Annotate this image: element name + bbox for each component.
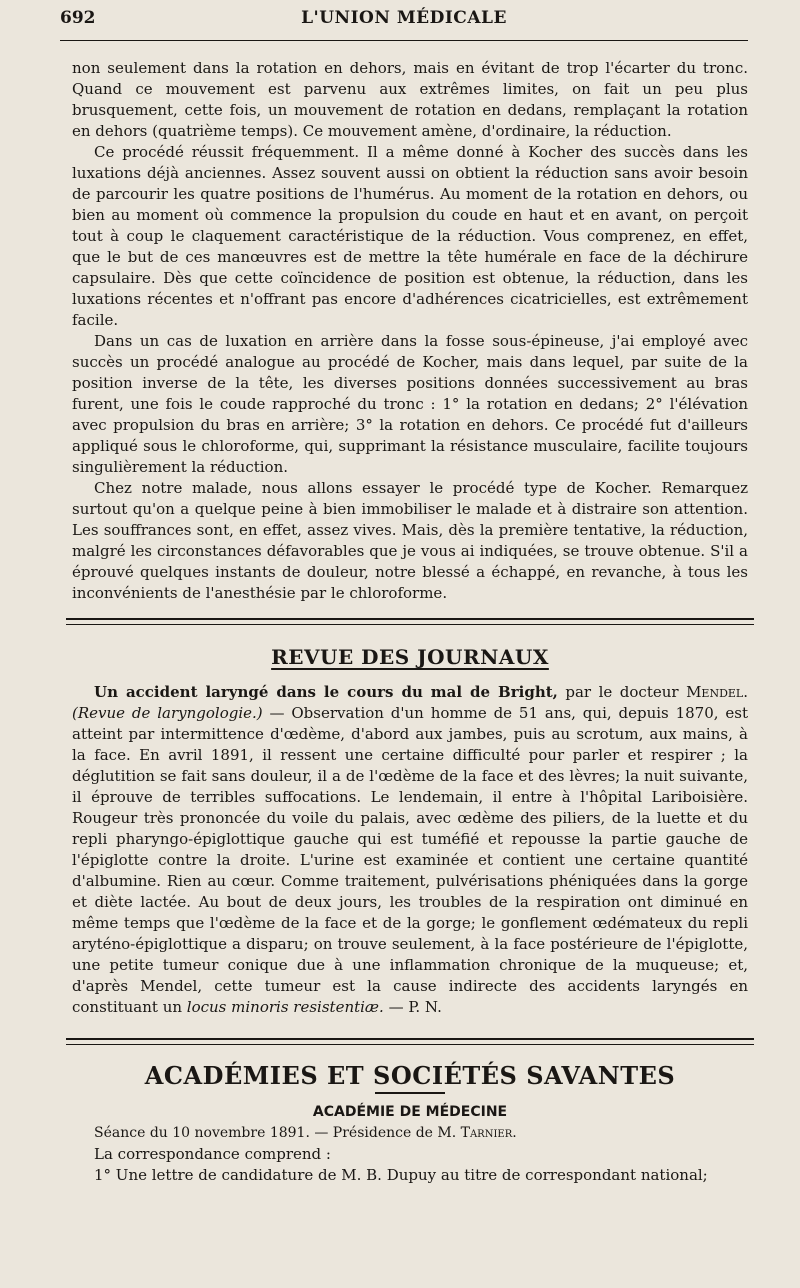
section-divider: [66, 618, 754, 625]
journal-title: L'UNION MÉDICALE: [301, 8, 507, 28]
page-body: [72, 58, 748, 1186]
seance-line: [72, 1123, 748, 1144]
byline-prefix: par le docteur: [557, 683, 687, 701]
section-divider: [66, 1038, 754, 1045]
article-title: Un accident laryngé dans le cours du mal de Bright,: [94, 683, 558, 701]
page-number: 692: [60, 8, 96, 28]
revue-section-title: REVUE DES JOURNAUX: [271, 645, 549, 669]
seance-text: Séance du 10 novembre 1891. — Présidence de M.: [94, 1125, 461, 1141]
correspondance-intro: La correspondance comprend :: [94, 1145, 331, 1163]
paragraph: Ce procédé réussit fréquemment. Il a même donné à Kocher des succès dans les luxations déjà anciennes. Assez souvent aussi on obtient la réduction sans avoir besoin de parcourir les quatre positions de l'humérus. Au moment de la rotation en dehors, ou bien au moment où commence la propulsion du coude en haut et en avant, on perçoit tout à coup le claquement caractéristique de la réduction. Vous comprenez, en effet, que le but de ces manœuvres est de mettre la tête humérale en face de la déchirure capsulaire. Dès que cette coïncidence de position est obtenue, la réduction, dans les luxations récentes et n'offrant pas encore d'adhérences cicatricielles, est extrêmement facile.: [72, 143, 748, 329]
article-author: Mendel.: [686, 683, 748, 701]
header-rule: [60, 40, 748, 41]
latin-phrase: locus minoris resistentiæ.: [186, 998, 384, 1016]
academy-subtitle: ACADÉMIE DE MÉDECINE: [312, 1104, 508, 1120]
article-signature: — P. N.: [383, 998, 442, 1016]
revue-article: [72, 682, 748, 1018]
article-source: (Revue de laryngologie.): [72, 704, 263, 722]
president-name: Tarnier.: [460, 1125, 517, 1141]
running-head: [60, 6, 748, 34]
paragraph: Dans un cas de luxation en arrière dans la fosse sous-épineuse, j'ai employé avec succès un procédé analogue au procédé de Kocher, mais dans lequel, par suite de la position inverse de la tête, les diverses positions données successivement au bras furent, une fois le coude rapproché du tronc : 1° la rotation en dedans; 2° l'élévation avec propulsion du bras en arrière; 3° la rotation en dehors. Ce procédé fut d'ailleurs appliqué sous le chloroforme, qui, supprimant la résistance musculaire, facilite toujours singulièrement la réduction.: [72, 332, 748, 476]
correspondance-item: 1° Une lettre de candidature de M. B. Dupuy au titre de correspondant national;: [94, 1166, 708, 1184]
paragraph: non seulement dans la rotation en dehors, mais en évitant de trop l'écarter du tronc. Quand ce mouvement est parvenu aux extrêmes limites, on fait un peu plus brusquement, cette fois, un mouvement de rotation en dedans, remplaçant la rotation en dehors (quatrième temps). Ce mouvement amène, d'ordinaire, la réduction.: [72, 59, 748, 140]
academies-section-title: ACADÉMIES ET SOCIÉTÉS SAVANTES: [144, 1061, 676, 1090]
article-body: — Observation d'un homme de 51 ans, qui, depuis 1870, est atteint par intermittence d'œdème, d'abord aux jambes, puis au scrotum, aux mains, à la face. En avril 1891, il ressent une certaine difficulté pour parler et respirer ; la déglutition se fait sans douleur, il a de l'œdème de la face et des lèvres; la nuit suivante, il éprouve de terribles suffocations. Le lendemain, il entre à l'hôpital Lariboisière. Rougeur très prononcée du voile du palais, avec œdème des piliers, de la luette et du repli pharyngo-épiglottique gauche qui est tuméfié et repousse la partie gauche de l'épiglotte contre la droite. L'urine est examinée et contient une certaine quantité d'albumine. Rien au cœur. Comme traitement, pulvérisations phéniquées dans la gorge et diète lactée. Au bout de deux jours, les troubles de la respiration ont diminué en même temps que l'œdème de la face et de la gorge; le gonflement œdémateux du repli aryténo-épiglottique a disparu; on trouve seulement, à la face postérieure de l'épiglotte, une petite tumeur conique due à une inflammation chronique de la muqueuse; et, d'après Mendel, cette tumeur est la cause indirecte des accidents laryngés en constituant un: [72, 704, 748, 1016]
paragraph: Chez notre malade, nous allons essayer le procédé type de Kocher. Remarquez surtout qu'on a quelque peine à bien immobiliser le malade et à distraire son attention. Les souffrances sont, en effet, assez vives. Mais, dès la première tentative, la réduction, malgré les circonstances défavorables que je vous ai indiquées, se trouve obtenue. S'il a éprouvé quelques instants de douleur, notre blessé a échappé, en revanche, à tous les inconvénients de l'anesthésie par le chloroforme.: [72, 479, 748, 602]
title-underline: [375, 1092, 445, 1094]
